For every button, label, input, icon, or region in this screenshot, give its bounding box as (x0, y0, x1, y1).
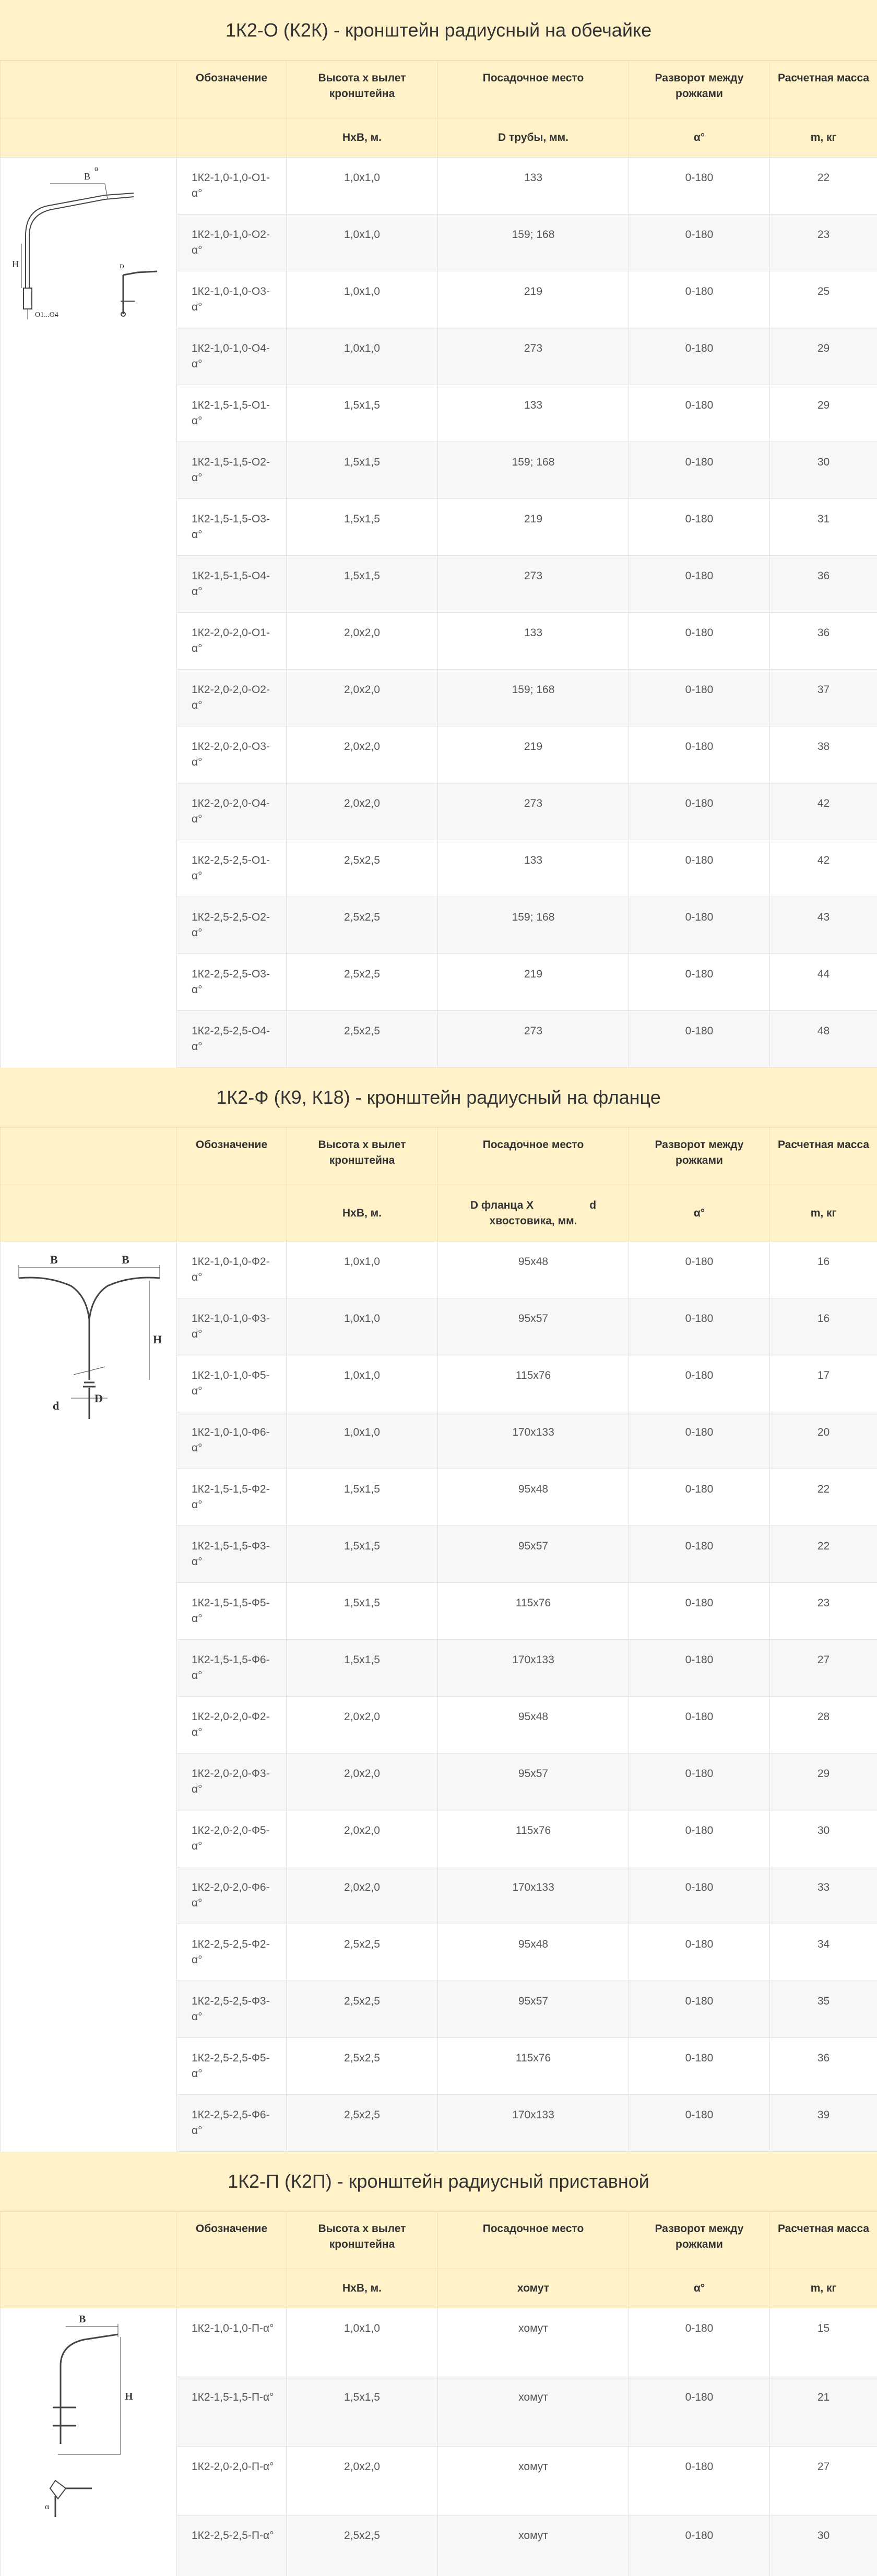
height-reach-cell: 1,5х1,5 (287, 556, 438, 613)
designation-cell: 1К2-2,5-2,5-О3-α° (177, 954, 287, 1011)
section-2-title: 1К2-Ф (К9, К18) - кронштейн радиусный на фланце (0, 1068, 877, 1127)
mounting-cell: 219 (438, 954, 629, 1011)
mass-cell: 21 (770, 2377, 877, 2446)
mass-cell: 23 (770, 1583, 877, 1640)
mounting-cell: 133 (438, 385, 629, 442)
drawing-label-alpha: α (45, 2502, 50, 2511)
bracket-drawing-cell (1, 1242, 177, 2152)
header-designation: Обозначение (177, 1128, 287, 1185)
mass-cell: 22 (770, 1526, 877, 1583)
mounting-cell: 170х133 (438, 1867, 629, 1924)
mass-cell: 29 (770, 385, 877, 442)
rotation-cell: 0-180 (629, 1810, 770, 1867)
rotation-cell: 0-180 (629, 2446, 770, 2515)
unit-mass: m, кг (770, 118, 877, 158)
mounting-cell: хомут (438, 2377, 629, 2446)
mounting-cell: 115х76 (438, 2038, 629, 2095)
rotation-cell: 0-180 (629, 897, 770, 954)
rotation-cell: 0-180 (629, 1583, 770, 1640)
mounting-cell: 95х48 (438, 1242, 629, 1298)
mass-cell: 28 (770, 1697, 877, 1754)
designation-cell: 1К2-1,0-1,0-П-α° (177, 2308, 287, 2377)
drawing-label-alpha: α (94, 165, 99, 173)
header-mounting: Посадочное место (438, 2212, 629, 2269)
section-3-table (0, 2211, 877, 2576)
height-reach-cell: 2,0х2,0 (287, 726, 438, 783)
rotation-cell: 0-180 (629, 214, 770, 271)
designation-cell: 1К2-1,5-1,5-П-α° (177, 2377, 287, 2446)
height-reach-cell: 2,5х2,5 (287, 2515, 438, 2576)
rotation-cell: 0-180 (629, 556, 770, 613)
designation-cell: 1К2-2,0-2,0-Ф2-α° (177, 1697, 287, 1754)
height-reach-cell: 2,5х2,5 (287, 954, 438, 1011)
mounting-cell: 115х76 (438, 1583, 629, 1640)
header-rotation: Разворот между рожками (629, 61, 770, 118)
designation-cell: 1К2-1,0-1,0-О4-α° (177, 328, 287, 385)
rotation-cell: 0-180 (629, 840, 770, 897)
designation-cell: 1К2-1,0-1,0-Ф6-α° (177, 1412, 287, 1469)
rotation-cell: 0-180 (629, 1011, 770, 1068)
drawing-label-h: H (125, 2391, 133, 2402)
designation-cell: 1К2-1,5-1,5-Ф6-α° (177, 1640, 287, 1697)
unit-mass: m, кг (770, 1185, 877, 1242)
bracket-flange-drawing (1, 1242, 177, 1429)
height-reach-cell: 1,0х1,0 (287, 158, 438, 214)
height-reach-cell: 1,0х1,0 (287, 1412, 438, 1469)
rotation-cell: 0-180 (629, 954, 770, 1011)
mounting-cell: 219 (438, 271, 629, 328)
units-designation-blank (177, 2269, 287, 2308)
mass-cell: 20 (770, 1412, 877, 1469)
mass-cell: 42 (770, 783, 877, 840)
height-reach-cell: 2,5х2,5 (287, 1981, 438, 2038)
section-1-title: 1К2-О (К2К) - кронштейн радиусный на обечайке (0, 0, 877, 61)
rotation-cell: 0-180 (629, 1412, 770, 1469)
section-1-rows (1, 158, 877, 1068)
height-reach-cell: 2,5х2,5 (287, 897, 438, 954)
mass-cell: 44 (770, 954, 877, 1011)
height-reach-cell: 1,0х1,0 (287, 214, 438, 271)
designation-cell: 1К2-1,5-1,5-О3-α° (177, 499, 287, 556)
designation-cell: 1К2-2,0-2,0-О3-α° (177, 726, 287, 783)
rotation-cell: 0-180 (629, 1754, 770, 1810)
mass-cell: 35 (770, 1981, 877, 2038)
rotation-cell: 0-180 (629, 2038, 770, 2095)
section-3-title: 1К2-П (К2П) - кронштейн радиусный приставной (0, 2152, 877, 2211)
height-reach-cell: 2,0х2,0 (287, 1810, 438, 1867)
mass-cell: 22 (770, 158, 877, 214)
units-designation-blank (177, 118, 287, 158)
drawing-label-d: D (120, 263, 124, 270)
height-reach-cell: 2,0х2,0 (287, 1867, 438, 1924)
unit-hb: НхВ, м. (287, 2269, 438, 2308)
mounting-cell: 170х133 (438, 1640, 629, 1697)
mounting-cell: 95х57 (438, 1298, 629, 1355)
designation-cell: 1К2-2,5-2,5-О2-α° (177, 897, 287, 954)
mass-cell: 25 (770, 271, 877, 328)
mass-cell: 29 (770, 1754, 877, 1810)
height-reach-cell: 2,5х2,5 (287, 840, 438, 897)
designation-cell: 1К2-1,0-1,0-Ф5-α° (177, 1355, 287, 1412)
height-reach-cell: 1,0х1,0 (287, 1242, 438, 1298)
designation-cell: 1К2-2,0-2,0-О1-α° (177, 613, 287, 670)
mass-cell: 23 (770, 214, 877, 271)
section-1-table (0, 61, 877, 1068)
drawing-label-h: H (12, 259, 19, 269)
height-reach-cell: 1,5х1,5 (287, 1526, 438, 1583)
mounting-cell: 95х48 (438, 1924, 629, 1981)
header-row (1, 2212, 877, 2269)
designation-cell: 1К2-2,0-2,0-Ф5-α° (177, 1810, 287, 1867)
header-rotation: Разворот между рожками (629, 2212, 770, 2269)
height-reach-cell: 2,0х2,0 (287, 1754, 438, 1810)
designation-cell: 1К2-2,0-2,0-Ф6-α° (177, 1867, 287, 1924)
mounting-cell: 133 (438, 840, 629, 897)
header-height-reach: Высота х вылет кронштейна (287, 2212, 438, 2269)
height-reach-cell: 1,5х1,5 (287, 1583, 438, 1640)
unit-angle: α° (629, 2269, 770, 2308)
rotation-cell: 0-180 (629, 1640, 770, 1697)
units-row (1, 1185, 877, 1242)
mounting-cell: 273 (438, 1011, 629, 1068)
designation-cell: 1К2-1,0-1,0-О1-α° (177, 158, 287, 214)
rotation-cell: 0-180 (629, 328, 770, 385)
mounting-cell: 219 (438, 726, 629, 783)
mounting-cell: 115х76 (438, 1810, 629, 1867)
mass-cell: 30 (770, 442, 877, 499)
mounting-cell: 115х76 (438, 1355, 629, 1412)
rotation-cell: 0-180 (629, 442, 770, 499)
designation-cell: 1К2-2,5-2,5-П-α° (177, 2515, 287, 2576)
rotation-cell: 0-180 (629, 726, 770, 783)
height-reach-cell: 1,0х1,0 (287, 1298, 438, 1355)
rotation-cell: 0-180 (629, 158, 770, 214)
height-reach-cell: 2,0х2,0 (287, 2446, 438, 2515)
unit-mass: m, кг (770, 2269, 877, 2308)
header-row (1, 61, 877, 118)
units-blank (1, 1185, 177, 1242)
drawing-label-o: O1...O4 (35, 311, 58, 319)
designation-cell: 1К2-1,5-1,5-О2-α° (177, 442, 287, 499)
unit-clamp: хомут (438, 2269, 629, 2308)
units-row (1, 2269, 877, 2308)
unit-flange-d-label: D фланца X (470, 1199, 534, 1211)
mounting-cell: 159; 168 (438, 214, 629, 271)
table-row (1, 2308, 877, 2377)
mounting-cell: 133 (438, 613, 629, 670)
mounting-cell: 273 (438, 328, 629, 385)
bracket-clamp-drawing (1, 2308, 177, 2576)
height-reach-cell: 2,5х2,5 (287, 2038, 438, 2095)
mass-cell: 36 (770, 556, 877, 613)
mass-cell: 30 (770, 1810, 877, 1867)
mass-cell: 30 (770, 2515, 877, 2576)
units-row (1, 118, 877, 158)
unit-flange (438, 1185, 629, 1242)
mass-cell: 42 (770, 840, 877, 897)
drawing-label-small-d: d (53, 1399, 60, 1412)
bracket-drawing-cell (1, 158, 177, 1068)
designation-cell: 1К2-2,5-2,5-Ф6-α° (177, 2095, 287, 2152)
drawing-label-b: B (79, 2313, 86, 2325)
mounting-cell: 219 (438, 499, 629, 556)
mounting-cell: 95х57 (438, 1981, 629, 2038)
units-blank (1, 2269, 177, 2308)
height-reach-cell: 1,5х1,5 (287, 442, 438, 499)
mass-cell: 38 (770, 726, 877, 783)
header-mass: Расчетная масса (770, 1128, 877, 1185)
header-mass: Расчетная масса (770, 61, 877, 118)
section-2-table (0, 1127, 877, 2152)
unit-flange-line2: хвостовика, мм. (489, 1214, 577, 1227)
drawing-label-big-d: D (94, 1392, 103, 1405)
rotation-cell: 0-180 (629, 271, 770, 328)
height-reach-cell: 1,0х1,0 (287, 1355, 438, 1412)
mounting-cell: 170х133 (438, 1412, 629, 1469)
mounting-cell: 273 (438, 556, 629, 613)
mounting-cell: 159; 168 (438, 897, 629, 954)
rotation-cell: 0-180 (629, 1867, 770, 1924)
header-row (1, 1128, 877, 1185)
rotation-cell: 0-180 (629, 1355, 770, 1412)
header-blank (1, 2212, 177, 2269)
height-reach-cell: 1,5х1,5 (287, 2377, 438, 2446)
header-blank (1, 61, 177, 118)
unit-angle: α° (629, 1185, 770, 1242)
designation-cell: 1К2-2,5-2,5-Ф2-α° (177, 1924, 287, 1981)
mass-cell: 29 (770, 328, 877, 385)
height-reach-cell: 1,5х1,5 (287, 1640, 438, 1697)
mounting-cell: 133 (438, 158, 629, 214)
mass-cell: 36 (770, 613, 877, 670)
mounting-cell: 273 (438, 783, 629, 840)
designation-cell: 1К2-1,0-1,0-О3-α° (177, 271, 287, 328)
rotation-cell: 0-180 (629, 2377, 770, 2446)
rotation-cell: 0-180 (629, 670, 770, 726)
height-reach-cell: 2,0х2,0 (287, 1697, 438, 1754)
designation-cell: 1К2-2,0-2,0-О4-α° (177, 783, 287, 840)
drawing-label-b-right: B (122, 1253, 129, 1266)
mounting-cell: 159; 168 (438, 442, 629, 499)
rotation-cell: 0-180 (629, 1469, 770, 1526)
designation-cell: 1К2-2,5-2,5-Ф3-α° (177, 1981, 287, 2038)
height-reach-cell: 1,0х1,0 (287, 328, 438, 385)
mass-cell: 33 (770, 1867, 877, 1924)
header-mounting: Посадочное место (438, 1128, 629, 1185)
mounting-cell: 159; 168 (438, 670, 629, 726)
designation-cell: 1К2-2,0-2,0-П-α° (177, 2446, 287, 2515)
rotation-cell: 0-180 (629, 613, 770, 670)
height-reach-cell: 1,5х1,5 (287, 1469, 438, 1526)
mass-cell: 15 (770, 2308, 877, 2377)
unit-flange-line1 (445, 1198, 621, 1213)
mounting-cell: 95х48 (438, 1697, 629, 1754)
header-height-reach: Высота х вылет кронштейна (287, 1128, 438, 1185)
height-reach-cell: 2,5х2,5 (287, 2095, 438, 2152)
height-reach-cell: 2,5х2,5 (287, 1011, 438, 1068)
rotation-cell: 0-180 (629, 1981, 770, 2038)
rotation-cell: 0-180 (629, 385, 770, 442)
designation-cell: 1К2-1,5-1,5-О4-α° (177, 556, 287, 613)
mass-cell: 37 (770, 670, 877, 726)
designation-cell: 1К2-2,0-2,0-Ф3-α° (177, 1754, 287, 1810)
mass-cell: 31 (770, 499, 877, 556)
header-designation: Обозначение (177, 61, 287, 118)
height-reach-cell: 1,0х1,0 (287, 2308, 438, 2377)
header-designation: Обозначение (177, 2212, 287, 2269)
designation-cell: 1К2-2,5-2,5-О1-α° (177, 840, 287, 897)
mass-cell: 43 (770, 897, 877, 954)
designation-cell: 1К2-1,0-1,0-Ф2-α° (177, 1242, 287, 1298)
mounting-cell: 95х57 (438, 1526, 629, 1583)
designation-cell: 1К2-1,5-1,5-Ф2-α° (177, 1469, 287, 1526)
header-mounting: Посадочное место (438, 61, 629, 118)
mass-cell: 48 (770, 1011, 877, 1068)
header-height-reach: Высота х вылет кронштейна (287, 61, 438, 118)
mass-cell: 17 (770, 1355, 877, 1412)
height-reach-cell: 1,0х1,0 (287, 271, 438, 328)
designation-cell: 1К2-1,5-1,5-О1-α° (177, 385, 287, 442)
height-reach-cell: 2,0х2,0 (287, 783, 438, 840)
height-reach-cell: 1,5х1,5 (287, 385, 438, 442)
mounting-cell: 170х133 (438, 2095, 629, 2152)
bracket-shell-drawing (1, 158, 177, 345)
designation-cell: 1К2-1,0-1,0-Ф3-α° (177, 1298, 287, 1355)
mounting-cell: 95х57 (438, 1754, 629, 1810)
mass-cell: 34 (770, 1924, 877, 1981)
section-2-rows (1, 1242, 877, 2152)
rotation-cell: 0-180 (629, 499, 770, 556)
rotation-cell: 0-180 (629, 783, 770, 840)
mounting-cell: 95х48 (438, 1469, 629, 1526)
designation-cell: 1К2-2,5-2,5-О4-α° (177, 1011, 287, 1068)
designation-cell: 1К2-2,5-2,5-Ф5-α° (177, 2038, 287, 2095)
unit-angle: α° (629, 118, 770, 158)
mass-cell: 27 (770, 1640, 877, 1697)
rotation-cell: 0-180 (629, 1526, 770, 1583)
rotation-cell: 0-180 (629, 1242, 770, 1298)
unit-hb: НхВ, м. (287, 118, 438, 158)
rotation-cell: 0-180 (629, 1924, 770, 1981)
rotation-cell: 0-180 (629, 1697, 770, 1754)
designation-cell: 1К2-1,5-1,5-Ф5-α° (177, 1583, 287, 1640)
units-designation-blank (177, 1185, 287, 1242)
rotation-cell: 0-180 (629, 1298, 770, 1355)
mounting-cell: хомут (438, 2515, 629, 2576)
mass-cell: 22 (770, 1469, 877, 1526)
unit-pipe-diameter: D трубы, мм. (438, 118, 629, 158)
drawing-label-b: B (84, 171, 91, 182)
designation-cell: 1К2-1,0-1,0-О2-α° (177, 214, 287, 271)
header-rotation: Разворот между рожками (629, 1128, 770, 1185)
section-3-rows (1, 2308, 877, 2576)
mounting-cell: хомут (438, 2446, 629, 2515)
header-blank (1, 1128, 177, 1185)
designation-cell: 1К2-1,5-1,5-Ф3-α° (177, 1526, 287, 1583)
rotation-cell: 0-180 (629, 2095, 770, 2152)
units-blank (1, 118, 177, 158)
mass-cell: 27 (770, 2446, 877, 2515)
mass-cell: 16 (770, 1242, 877, 1298)
height-reach-cell: 2,0х2,0 (287, 613, 438, 670)
bracket-drawing-cell (1, 2308, 177, 2576)
mass-cell: 16 (770, 1298, 877, 1355)
designation-cell: 1К2-2,0-2,0-О2-α° (177, 670, 287, 726)
mass-cell: 39 (770, 2095, 877, 2152)
mounting-cell: хомут (438, 2308, 629, 2377)
header-mass: Расчетная масса (770, 2212, 877, 2269)
drawing-label-h: H (153, 1333, 162, 1346)
table-row (1, 158, 877, 214)
mass-cell: 36 (770, 2038, 877, 2095)
unit-flange-small-d: d (589, 1199, 597, 1211)
rotation-cell: 0-180 (629, 2515, 770, 2576)
table-row (1, 1242, 877, 1298)
unit-hb: НхВ, м. (287, 1185, 438, 1242)
drawing-label-b-left: B (50, 1253, 58, 1266)
rotation-cell: 0-180 (629, 2308, 770, 2377)
height-reach-cell: 2,0х2,0 (287, 670, 438, 726)
height-reach-cell: 1,5х1,5 (287, 499, 438, 556)
height-reach-cell: 2,5х2,5 (287, 1924, 438, 1981)
